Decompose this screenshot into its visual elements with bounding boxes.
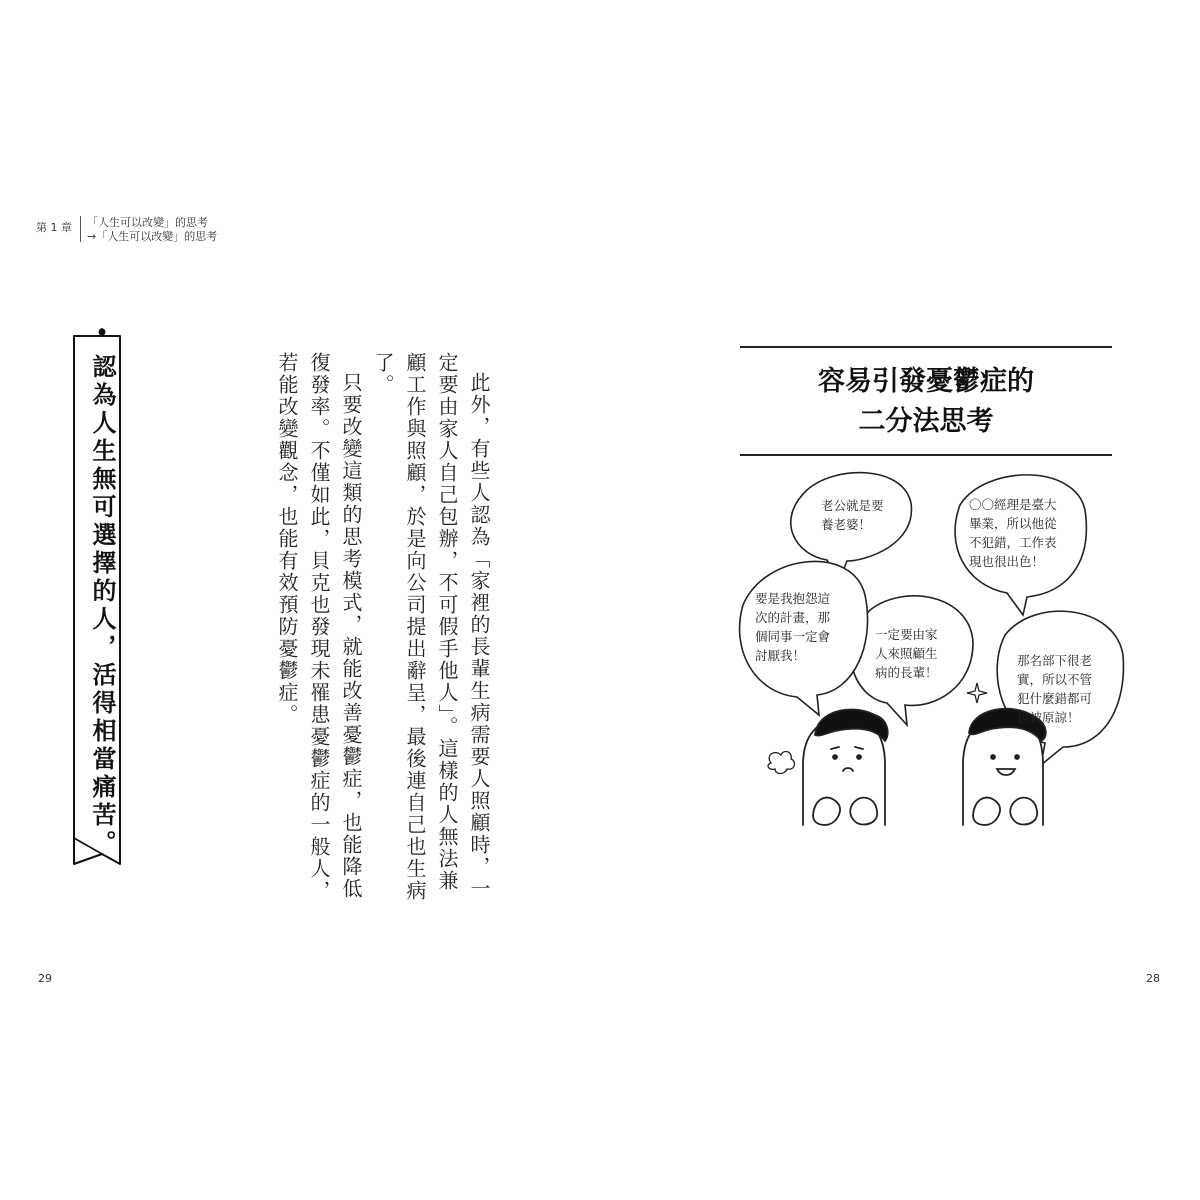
illustration-title: [740, 348, 1112, 454]
bubble-text-5: 那名部下很老 實，所以不管 犯什麼錯都可 以被原諒！: [1017, 653, 1093, 725]
body-text: [271, 352, 495, 912]
illustration: [735, 465, 1125, 845]
puff-icon: [768, 752, 794, 774]
page-number-left: 29: [38, 972, 52, 985]
page-number-right: 28: [1146, 972, 1160, 985]
title-bottom-rule: [740, 454, 1112, 456]
chapter-title: [87, 216, 217, 244]
chapter-title-line1: 「人生可以改變」的思考: [87, 216, 208, 229]
illustration-title-line1: 容易引發憂鬱症的: [818, 366, 1034, 397]
body-paragraph-2: 只要改變這類的思考模式，就能改善憂鬱症，也能降低復發率。不僅如此，貝克也發現未罹患憂鬱症的一般人，若能改變觀念，也能有效預防憂鬱症。: [275, 352, 363, 902]
sparkle-icon: [967, 683, 987, 703]
bubble-text-4: 〇〇經理是臺大 畢業，所以他從 不犯錯，工作表 現也很出色！: [969, 497, 1057, 569]
bubble-text-2: 要是我抱怨這 次的計畫，那 個同事一定會 討厭我！: [755, 591, 831, 663]
chapter-label: 第 1 章: [36, 221, 72, 234]
illustration-title-box: [740, 346, 1112, 456]
body-paragraph-1: 此外，有些人認為「家裡的長輩生病需要人照顧時，一定要由家人自己包辦，不可假手他人」。這樣的人無法兼顧工作與照顧，於是向公司提出辭呈，最後連自己也生病了。: [371, 352, 491, 902]
bubble-text-1: 老公就是要 養老婆！: [821, 498, 884, 532]
chapter-header: [36, 216, 217, 244]
bubble-text-3: 一定要由家 人來照顧生 病的長輩！: [875, 627, 938, 680]
chapter-title-line2: →「人生可以改變」的思考: [87, 230, 218, 243]
header-divider: [80, 216, 81, 242]
illustration-title-line2: 二分法思考: [858, 406, 994, 437]
worried-man: [803, 709, 888, 825]
ribbon-heading: 認為人生無可選擇的人，活得相當痛苦。: [88, 354, 116, 858]
